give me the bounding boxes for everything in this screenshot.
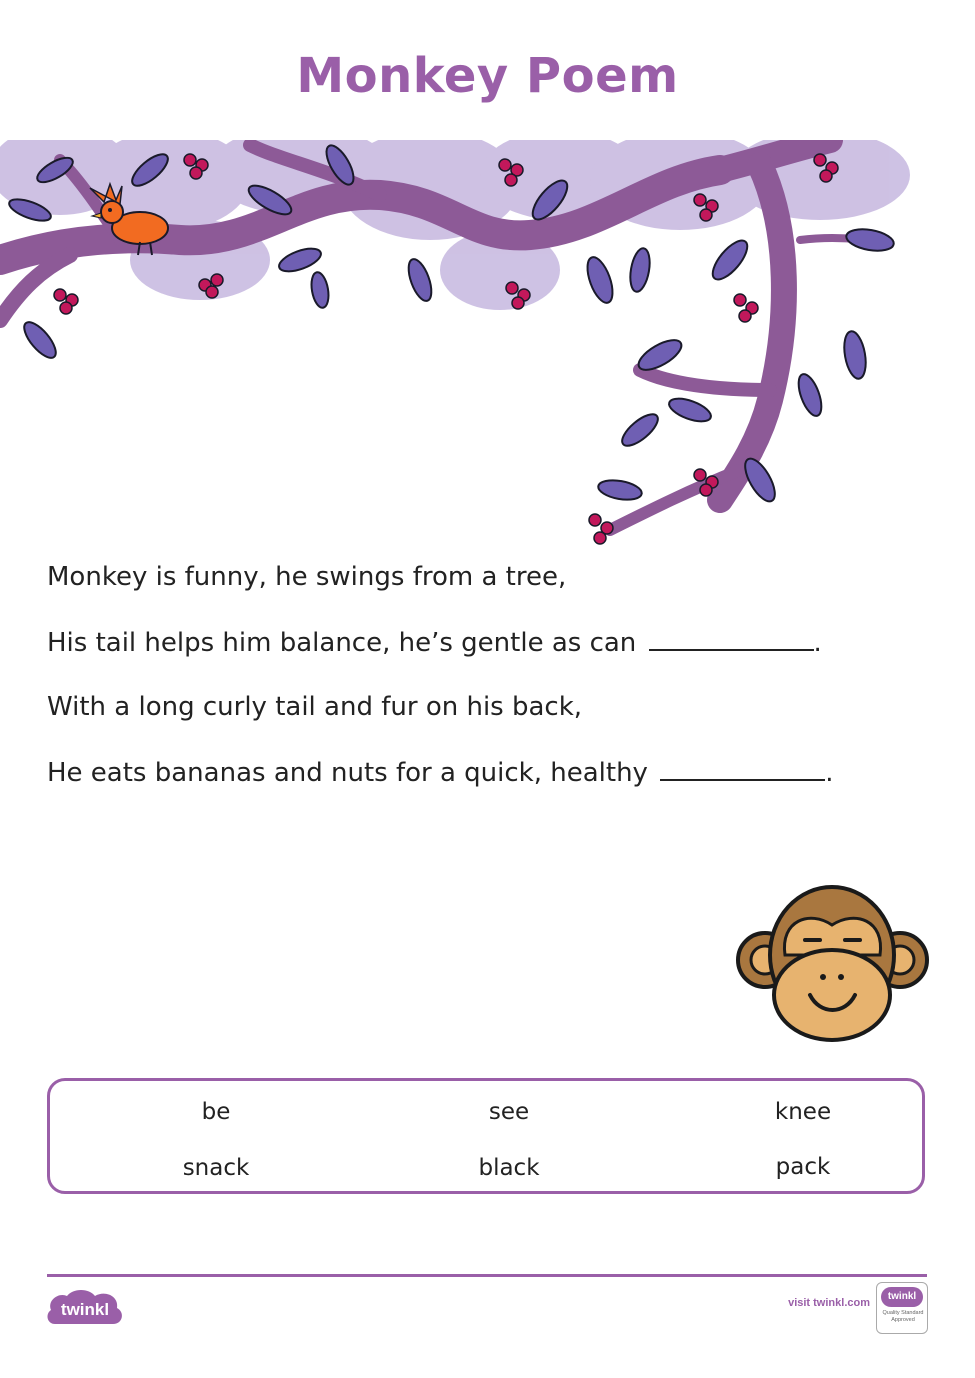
poem bbox=[47, 556, 927, 816]
badge-text: Quality Standard Approved bbox=[882, 1310, 924, 1323]
word-bank-item[interactable]: snack bbox=[182, 1155, 250, 1181]
quality-badge-icon bbox=[876, 1282, 928, 1334]
poem-line-text: Monkey is funny, he swings from a tree, bbox=[47, 562, 567, 592]
poem-line-4 bbox=[47, 751, 927, 816]
word-bank-item[interactable]: be bbox=[201, 1099, 231, 1125]
answer-blank-1[interactable] bbox=[649, 621, 814, 651]
poem-line-1 bbox=[47, 556, 927, 621]
word-bank-item[interactable]: see bbox=[488, 1099, 530, 1125]
word-bank-item[interactable]: pack bbox=[775, 1154, 831, 1180]
poem-line-text: With a long curly tail and fur on his back, bbox=[47, 692, 583, 722]
twinkl-logo-icon[interactable] bbox=[45, 1286, 125, 1330]
badge-logo: twinkl bbox=[881, 1287, 923, 1307]
monkey-face-icon bbox=[735, 880, 930, 1050]
poem-line-end: . bbox=[825, 758, 834, 788]
tree-branch-illustration bbox=[0, 140, 975, 560]
poem-line-text: His tail helps him balance, he’s gentle as can bbox=[47, 628, 637, 658]
poem-line-end: . bbox=[813, 628, 822, 658]
word-bank bbox=[47, 1078, 925, 1194]
poem-line-text: He eats bananas and nuts for a quick, healthy bbox=[47, 758, 648, 788]
visit-link[interactable]: visit twinkl.com bbox=[788, 1297, 870, 1309]
footer-divider bbox=[47, 1274, 927, 1277]
answer-blank-2[interactable] bbox=[660, 751, 825, 781]
poem-line-2 bbox=[47, 621, 927, 686]
poem-line-3 bbox=[47, 686, 927, 751]
word-bank-item[interactable]: black bbox=[478, 1155, 540, 1181]
word-bank-item[interactable]: knee bbox=[774, 1099, 832, 1125]
page-title: Monkey Poem bbox=[296, 48, 679, 104]
logo-text: twinkl bbox=[60, 1300, 110, 1319]
